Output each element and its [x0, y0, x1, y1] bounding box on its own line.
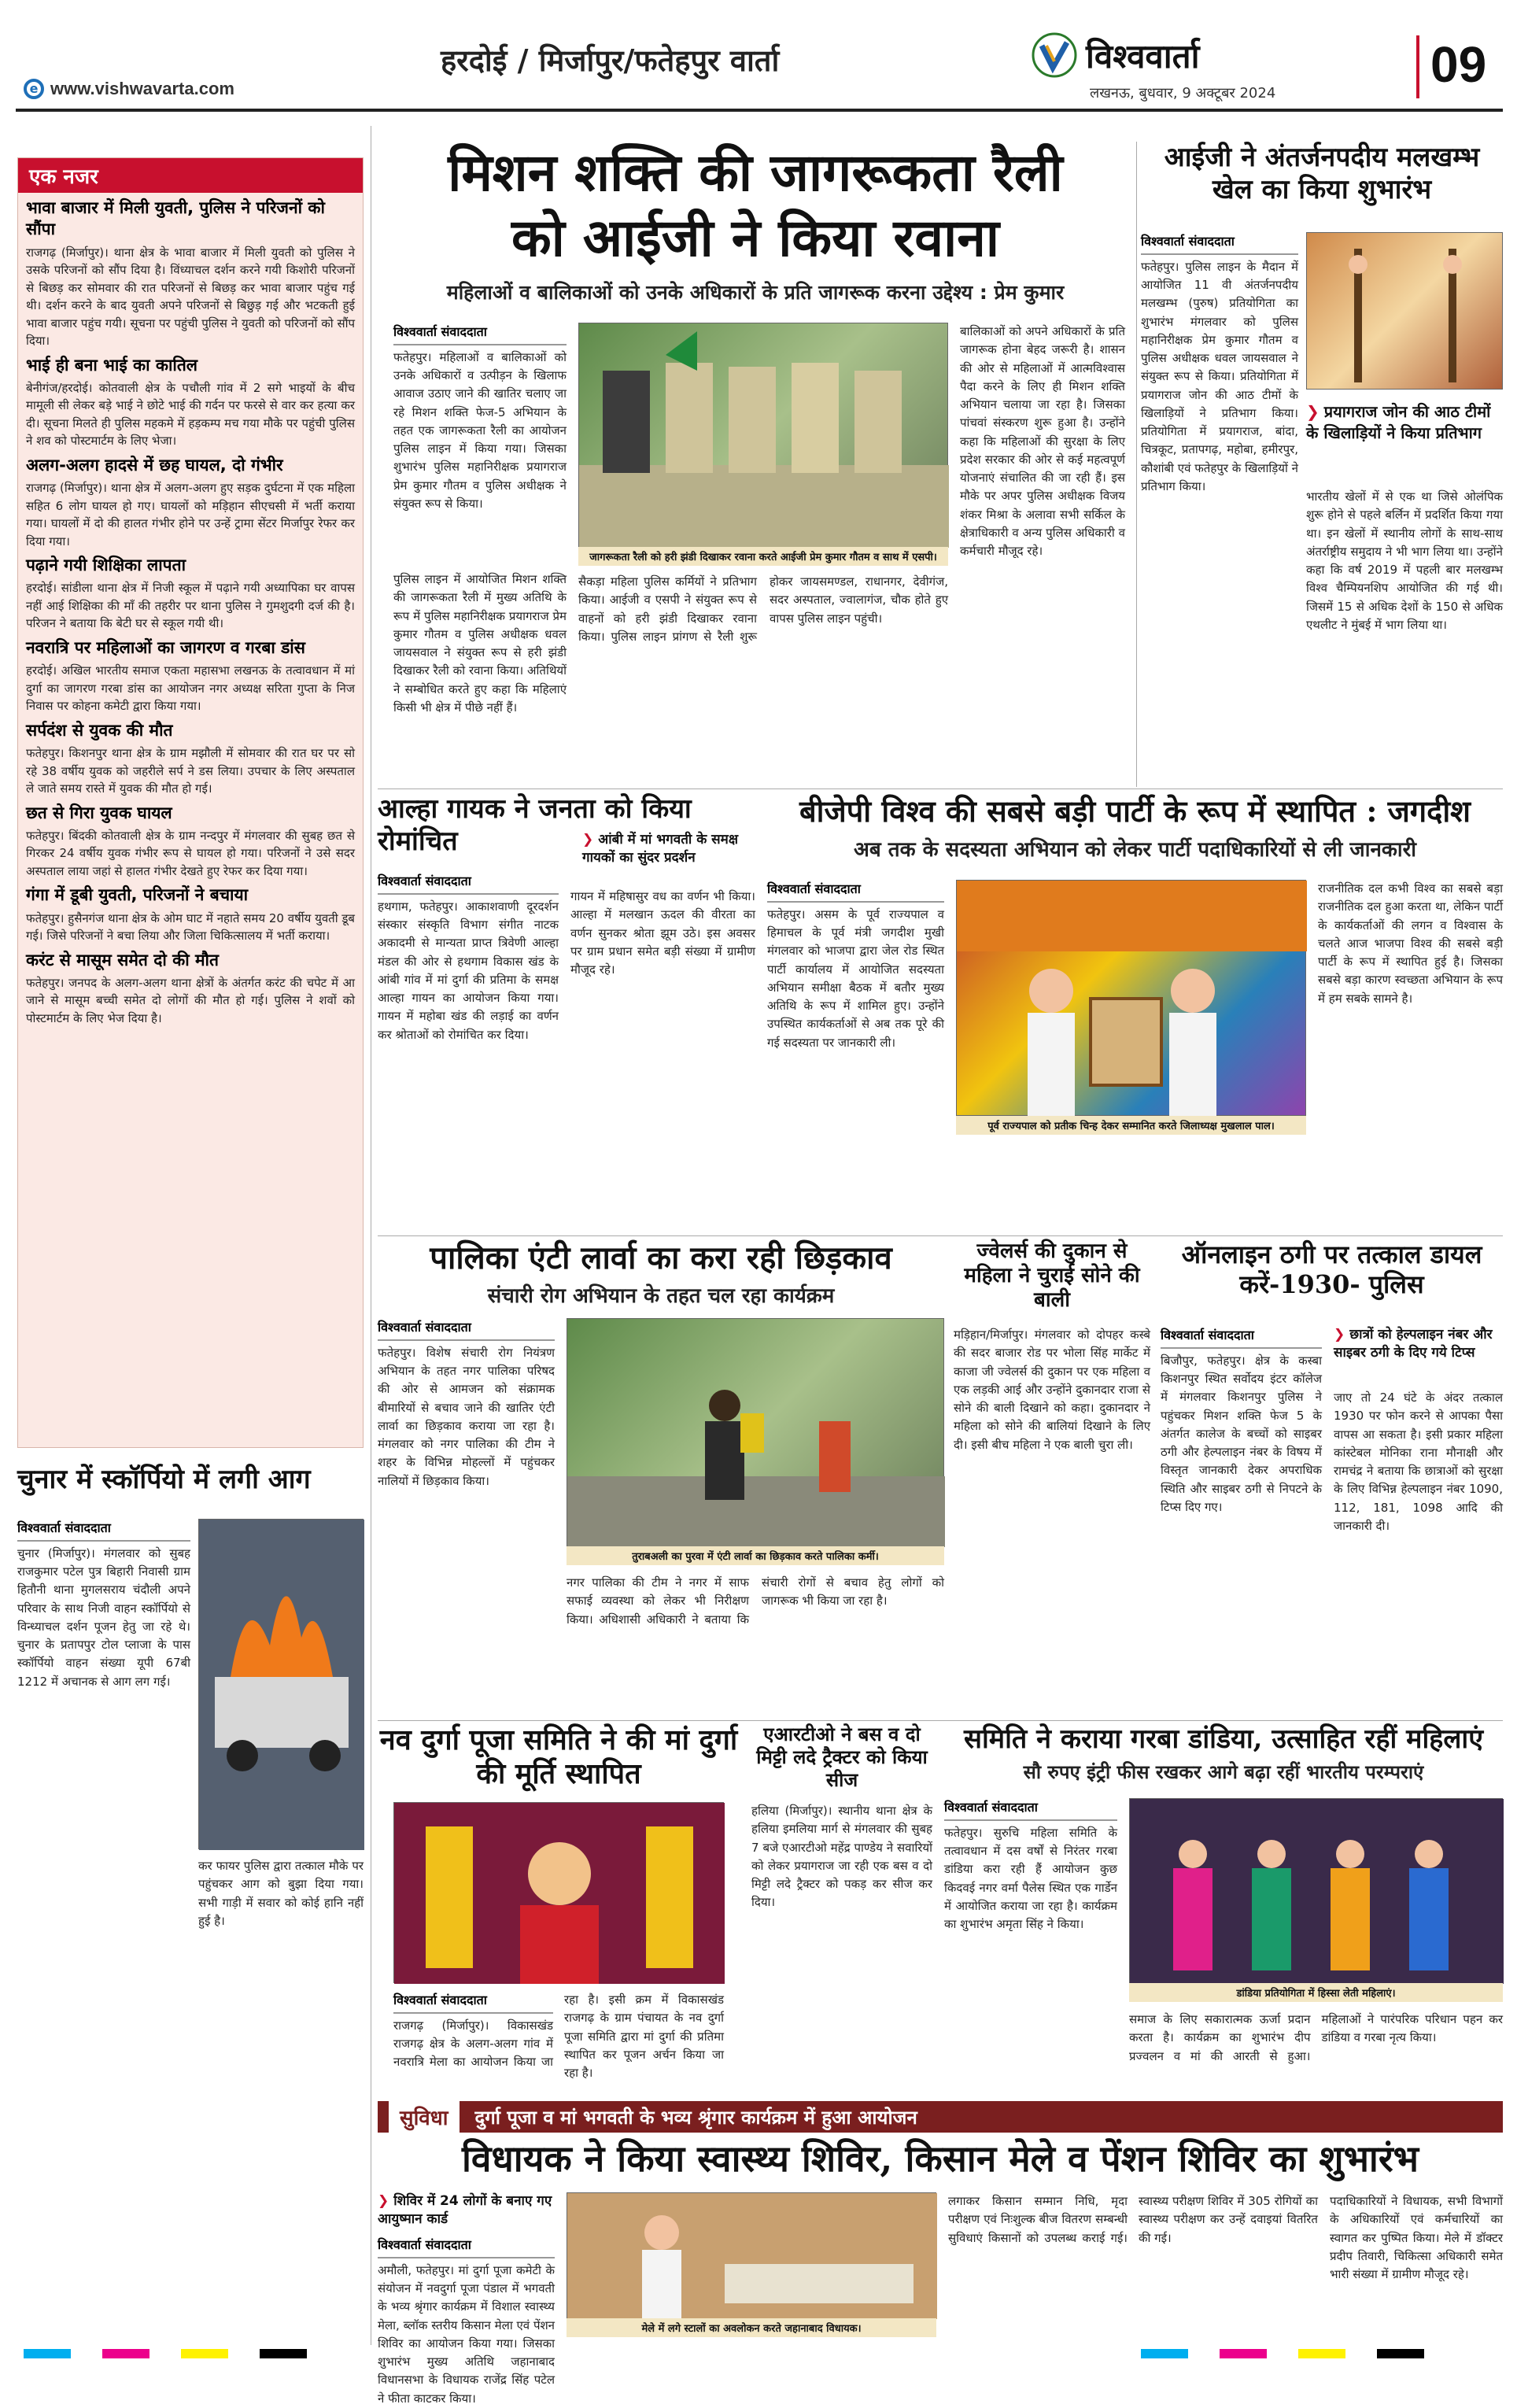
brief-text: हरदोई। सांडीला थाना क्षेत्र में निजी स्कूल में पढ़ाने गयी अध्यापिका घर वापस नहीं आई शिक्षिका की माँ की तहरीर पर थाना पुलिस ने गुमशुदगी दर्ज की है। परिजन ने बताया कि बेटी घर से स्कूल गयी थी।: [26, 581, 355, 631]
larva-photo-art: [567, 1319, 945, 1547]
byline: विश्ववार्ता संवाददाता: [1141, 232, 1298, 255]
ig-pull-quote: [1306, 401, 1503, 444]
ek-nazar-sidebar: [17, 157, 364, 1448]
health-col-2: [948, 2192, 1318, 2342]
lead-subhead: महिलाओं व बालिकाओं को उनके अधिकारों के प्रति जागरूक करना उद्देश्य : प्रेम कुमार: [446, 281, 1065, 305]
bjp-photo: [956, 880, 1306, 1116]
byline: विश्ववार्ता संवाददाता: [17, 1519, 190, 1542]
scorpio-text: चुनार (मिर्जापुर)। मंगलवार को सुबह राजकुमार पटेल पुत्र बिहारी निवासी ग्राम हितौनी थाना मुगलसराय चंदौली अपने परिवार के साथ निजी वाहन स्कॉर्पियो से विन्ध्याचल दर्शन पूजन हेतु जा रहे थे। चुनार के प्रतापपुर टोल प्लाजा के पास स्कॉर्पियो वाहन संख्या यूपी 67बी 1212 में अचानक से आग लग गई।: [17, 1546, 190, 1689]
brief-2: [26, 355, 355, 450]
brand-logo: [1031, 31, 1199, 79]
brief-text: फतेहपुर। बिंदकी कोतवाली क्षेत्र के ग्राम नन्दपुर में मंगलवार की सुबह छत से गिरकर 24 वर्षीय युवक गंभीर रूप से घायल हो गया। परिजनों ने उसे सदर अस्पताल लाया जहां से हालत गंभीर देखते हुए रेफर कर दिया गया।: [26, 828, 355, 878]
ek-nazar-label: एक नजर: [18, 158, 363, 193]
jewel-text: मड़िहान/मिर्जापुर। मंगलवार को दोपहर कस्बे की सदर बाजार रोड पर भोला सिंह मार्केट में काजा जी ज्वेलर्स की दुकान पर एक महिला व एक लड़की आई और उन्होंने दुकानदार राजा से सोने की बाली दिखाने को कहा। दुकानदार ने महिला को सोने की बालियां दिखाने के लिए दी। इसी बीच महिला ने एक बाली चुरा ली।: [954, 1328, 1150, 1452]
brief-3: [26, 455, 355, 550]
divider: [378, 1235, 1503, 1236]
ig-text: फतेहपुर। पुलिस लाइन के मैदान में आयोजित 11 वी अंतर्जनपदीय मलखम्भ (पुरुष) प्रतियोगिता का शुभारंभ मंगलवार को पुलिस महानिरीक्षक प्रेम कुमार गौतम व पुलिस अधीक्षक धवल जायसवाल ने संयुक्त रूप से किया। प्रतियोगिता में प्रयागराज जोन की आठ टीमों के खिलाड़ियों ने प्रतिभाग किया। प्रतियोगिता में प्रयागराज, बांदा, चित्रकूट, प्रतापगढ़, महोबा, हमीरपुर, कौशांबी एवं फतेहपुर के खिलाड़ियों ने प्रतिभाग किया।: [1141, 259, 1298, 493]
brief-7: [26, 803, 355, 881]
lead-col-2: [578, 573, 948, 703]
ig-headline: आईजी ने अंतर्जनपदीय मलखम्भ खेल का किया शुभारंभ: [1164, 142, 1480, 205]
kicker-band: [378, 2101, 1503, 2133]
durga-photo: [393, 1802, 724, 1983]
brief-text: हरदोई। अखिल भारतीय समाज एकता महासभा लखनऊ के तत्वावधान में मां दुर्गा का जागरण गरबा डांस का आयोजन नगर अध्यक्ष सरिता गुप्ता के निज निवास पर कोहना कमेटी द्वारा किया गया।: [26, 663, 355, 714]
byline: विश्ववार्ता संवाददाता: [1161, 1326, 1322, 1349]
online-text-2: जाए तो 24 घंटे के अंदर तत्काल 1930 पर फोन करने से आपका पैसा वापस आ सकता है। इसी प्रकार महिला कांस्टेबल मोनिका राना मौनाक्षी और रामचंद्र ने बताया कि छात्राओं को सुरक्षा के लिए विभिन्न हेल्पलाइन नंबर 1090, 112, 181, 1098 आदि की जानकारी दी।: [1334, 1391, 1503, 1533]
header-rule: [16, 109, 1503, 112]
health-photo-art: [567, 2193, 937, 2319]
byline: विश्ववार्ता संवाददाता: [393, 323, 567, 345]
jewel-headline: ज्वेलर्स की दुकान से महिला ने चुराई सोने की बाली: [964, 1239, 1140, 1313]
scorpio-col-2: [198, 1857, 364, 2266]
brief-title: सर्पदंश से युवक की मौत: [26, 720, 173, 740]
brief-title: पढ़ाने गयी शिक्षिका लापता: [26, 556, 186, 575]
divider: [1136, 142, 1137, 787]
alha-col-1: [378, 872, 559, 1226]
garba-text-2: समाज के लिए सकारात्मक ऊर्जा प्रदान करता है। कार्यक्रम का शुभारंभ दीप प्रज्वलन व मां की आरती से हुआ। महिलाओं ने पारंपरिक परिधान पहन कर डांडिया व गरबा नृत्य किया।: [1129, 2012, 1503, 2063]
byline: विश्ववार्ता संवाददाता: [378, 1318, 555, 1341]
bjp-headline: बीजेपी विश्व की सबसे बड़ी पार्टी के रूप में स्थापित : जगदीश: [799, 793, 1471, 829]
alha-col-2: [570, 888, 755, 1226]
alha-pull-quote: [582, 831, 755, 867]
health-text-3: पदाधिकारियों ने विधायक, सभी विभागों के अधिकारियों एवं कर्मचारियों का स्वागत कर पुष्पित किया। मेले में डॉक्टर प्रदीप तिवारी, चिकित्सा अधिकारी समेत भारी संख्या में ग्रामीण मौजूद रहे।: [1330, 2194, 1503, 2281]
brief-title: भावा बाजार में मिली युवती, पुलिस ने परिजनों को सौंपा: [26, 198, 325, 239]
brief-title: करंट से मासूम समेत दो की मौत: [26, 950, 219, 969]
lead-photo-caption: जागरूकता रैली को हरी झंडी दिखाकर रवाना करते आईजी प्रेम कुमार गौतम व साथ में एसपी।: [578, 547, 948, 566]
online-fraud-story: [1161, 1239, 1503, 1719]
lead-text-1b: पुलिस लाइन में आयोजित मिशन शक्ति की जागरूकता रैली में मुख्य अतिथि के रूप में पुलिस महानिरीक्षक प्रयागराज प्रेम कुमार गौतम व पुलिस अधीक्षक धवल जायसवाल ने संयुक्त रूप से हरी झंडी दिखाकर रैली को रवाना किया। अतिथियों ने सम्बोधित करते हुए कहा कि महिलाएं किसी भी क्षेत्र में पीछे नहीं हैं।: [393, 572, 567, 715]
byline: विश्ववार्ता संवाददाता: [393, 1991, 553, 2014]
lead-col-3: [960, 323, 1125, 700]
brand-name: विश्ववार्ता: [1086, 36, 1200, 76]
byline: विश्ववार्ता संवाददाता: [378, 2236, 555, 2258]
larva-text: फतेहपुर। विशेष संचारी रोग नियंत्रण अभियान के तहत नगर पालिका परिषद की ओर से आमजन को संक्रामक बीमारियों से बचाव जाने की खातिर एंटी लार्वा का छिड़काव कराया जा रहा है। मंगलवार को नगर पालिका की टीम ने शहर के विभिन्न मोहल्लों में पहुंचकर नालियों में छिड़काव किया।: [378, 1345, 555, 1488]
brief-1: [26, 198, 355, 350]
health-headline: विधायक ने किया स्वास्थ्य शिविर, किसान मेले व पेंशन शिविर का शुभारंभ: [462, 2137, 1419, 2180]
durga-story: [378, 1723, 740, 2093]
byline: विश्ववार्ता संवाददाता: [767, 880, 944, 903]
health-photo: [567, 2192, 936, 2318]
larva-story: [378, 1239, 944, 1719]
brief-title: भाई ही बना भाई का कातिल: [26, 355, 198, 375]
lead-headline-1: मिशन शक्ति की जागरूकता रैली: [448, 142, 1063, 203]
bjp-photo-caption: पूर्व राज्यपाल को प्रतीक चिन्ह देकर सम्मानित करते जिलाध्यक्ष मुखलाल पाल।: [956, 1116, 1306, 1135]
garba-headline: समिति ने कराया गरबा डांडिया, उत्साहित रहीं महिलाएं: [963, 1723, 1483, 1755]
ig-text-2: भारतीय खेलों में से एक था जिसे ओलंपिक शुरू होने से पहले बर्लिन में प्रदर्शित किया गया था। इन खेलों में स्थानीय लोगों के साथ-साथ अंतर्राष्ट्रीय समुदाय ने भी भाग लिया था। उन्होंने कहा कि वर्ष 2019 में पहली बार मलखम्भ विश्व चैम्पियनशिप आयोजित की गई थी। जिसमें 15 से अधिक देशों के 150 से अधिक एथलीट ने मुंबई में भाग लिया था।: [1306, 489, 1503, 632]
brief-5: [26, 637, 355, 715]
scorpio-story: [17, 1464, 364, 2274]
garba-photo-caption: डांडिया प्रतियोगिता में हिस्सा लेती महिलाएं।: [1129, 1983, 1503, 2002]
alha-story: [378, 793, 755, 1234]
health-photo-caption: मेले में लगे स्टालों का अवलोकन करते जहानाबाद विधायक।: [567, 2318, 936, 2337]
alha-text: हथगाम, फतेहपुर। आकाशवाणी दूरदर्शन संस्कार संस्कृति विभाग संगीत नाटक अकादमी से मान्यता प्राप्त त्रिवेणी आल्हा मंडल की ओर से हथगाम विकास खंड के आंबी गांव में मां दुर्गा की प्रतिमा के समक्ष आल्हा गायन का आयोजन किया गया। गायन में महोबा खंड की लड़ाई का वर्णन कर श्रोताओं को रोमांचित कर दिया।: [378, 899, 559, 1042]
ig-quote-text: प्रयागराज जोन की आठ टीमों के खिलाड़ियों ने किया प्रतिभाग: [1306, 402, 1491, 442]
brief-text: फतेहपुर। किशनपुर थाना क्षेत्र के ग्राम मझौली में सोमवार की रात घर पर सो रहे 38 वर्षीय युवक को जहरीले सर्प ने डस लिया। उपचार के लिए अस्पताल ले जाते समय रास्ते में युवक की मौत हो गई।: [26, 746, 355, 796]
larva-text-2: नगर पालिका की टीम ने नगर में साफ सफाई व्यवस्था को लेकर भी निरीक्षण किया। अधिशासी अधिकारी ने बताया कि संचारी रोगों से बचाव हेतु लोगों को जागरूक भी किया जा रहा है।: [567, 1575, 944, 1627]
online-text: बिजौपुर, फतेहपुर। क्षेत्र के कस्बा किशनपुर स्थित सर्वोदय इंटर कॉलेज में मंगलवार किशनपुर पुलिस ने पहुंचकर मिशन शक्ति फेज 5 के अंतर्गत कालेज के बच्चों को साइबर ठगी और हेल्पलाइन नंबर के विषय में विस्तृत जानकारी देकर अपराधिक स्थिति और साइबर ठगी से निपटने के टिप्स दिए गए।: [1161, 1353, 1322, 1514]
lead-text-3: बालिकाओं को अपने अधिकारों के प्रति जागरूक होना बेहद जरूरी है। शासन की ओर से महिलाओं में आत्मविश्वास पैदा करने के लिए ही मिशन शक्ति अभियान चलाया जा रहा है। जिसका पांचवां संस्करण शुरू हुआ है। उन्होंने कहा कि महिलाओं की सुरक्षा के लिए प्रदेश सरकार की ओर से कई महत्वपूर्ण योजनाएं संचालित की जा रही हैं। इस मौके पर अपर पुलिस अधीक्षक विजय शंकर मिश्रा के अलावा सभी सर्किल के क्षेत्राधिकारी व अन्य पुलिस अधिकारी व कर्मचारी मौजूद रहे।: [960, 324, 1125, 558]
durga-text: राजगढ़ (मिर्जापुर)। विकासखंड राजगढ़ क्षेत्र के अलग-अलग गांव में नवरात्रि मेला का आयोजन किया जा रहा है। इसी क्रम में विकासखंड राजगढ़ के ग्राम पंचायत के नव दुर्गा पूजा समिति द्वारा मां दुर्गा की प्रतिमा स्थापित कर पूजन अर्चन किया जा रहा है।: [393, 1993, 724, 2080]
health-col-1: [378, 2236, 555, 2406]
online-col-2: [1334, 1389, 1503, 1712]
chevron-icon: ❯: [1306, 402, 1320, 421]
lead-text-2: सैकड़ा महिला पुलिस कर्मियों ने प्रतिभाग किया। आईजी व एसपी ने संयुक्त रूप से वाहनों को हरी झंडी दिखाकर रवाना किया। पुलिस लाइन प्रांगण से रैली शुरू होकर जायसमण्डल, राधानगर, देवीगंज, सदर अस्पताल, ज्वालागंज, चौक होते हुए वापस पुलिस लाइन पहुंची।: [578, 574, 948, 644]
car-fire-photo-art: [199, 1520, 364, 1850]
arto-story: [751, 1723, 932, 2093]
garba-photo: [1129, 1798, 1503, 1983]
byline: विश्ववार्ता संवाददाता: [378, 872, 559, 895]
lead-photo: [578, 323, 948, 547]
arto-headline: एआरटीओ ने बस व दो मिट्टी लदे ट्रैक्टर को किया सीज: [756, 1723, 928, 1791]
alha-quote-text: आंबी में मां भगवती के समक्ष गायकों का सुंदर प्रदर्शन: [582, 832, 739, 866]
brief-text: राजगढ़ (मिर्जापुर)। थाना क्षेत्र में अलग-अलग हुए सड़क दुर्घटना में एक महिला सहित 6 लोग घायल हो गए। घायलों को मड़िहान सीएचसी में भर्ती कराया गया। घायलों में दो की हालत गंभीर होने पर उन्हें ट्रामा सेंटर मिर्जापुर रेफर कर दिया गया।: [26, 481, 355, 548]
brief-title: गंगा में डूबी युवती, परिजनों ने बचाया: [26, 885, 249, 905]
brief-4: [26, 555, 355, 633]
lead-text-1: फतेहपुर। महिलाओं व बालिकाओं को उनके अधिकारों व उत्पीड़न के खिलाफ आवाज उठाए जाने की खातिर चलाए जा रहे मिशन शक्ति फेज-5 अभियान के तहत एक जागरूकता रैली का आयोजन पुलिस लाइन में किया गया। जिसका शुभारंभ पुलिस महानिरीक्षक प्रयागराज प्रेम कुमार गौतम व पुलिस अधीक्षक ने संयुक्त रूप से किया।: [393, 349, 567, 511]
brief-text: बेनीगंज/हरदोई। कोतवाली क्षेत्र के पचौली गांव में 2 सगे भाइयों के बीच मामूली सी लेकर बड़े भाई ने छोटे भाई की गर्दन पर फरसे से वार कर हत्या कर दी। सूचना मिलते ही पुलिस महकमे में हड़कम्प मच गया मौके पर पहुंची पुलिस ने शव को पोस्टमार्टम के लिए भेजा।: [26, 380, 355, 449]
arto-col: [751, 1802, 932, 2089]
garba-subhead: सौ रुपए इंट्री फीस रखकर आगे बढ़ा रहीं भारतीय परम्पराएं: [1023, 1760, 1424, 1783]
garba-story: [944, 1723, 1503, 2093]
ig-malkhamb-story: [1141, 142, 1503, 787]
larva-photo-caption: तुराबअली का पुरवा में एंटी लार्वा का छिड़काव करते पालिका कर्मी।: [567, 1546, 944, 1565]
page-number: 09: [1430, 36, 1487, 93]
scorpio-photo: [198, 1519, 364, 1849]
bjp-text: फतेहपुर। असम के पूर्व राज्यपाल व हिमाचल के पूर्व मंत्री जगदीश मुखी मंगलवार को भाजपा द्वारा जेल रोड स्थित पार्टी कार्यालय में आयोजित सदस्यता अभियान समीक्षा बैठक में बतौर मुख्य अतिथि के रूप में शामिल हुए। उन्होंने उपस्थित कार्यकर्ताओं से अब तक पूरे की गई सदस्यता पर जानकारी ली।: [767, 907, 944, 1050]
larva-headline: पालिका एंटी लार्वा का करा रही छिड़काव: [430, 1239, 892, 1276]
bjp-subhead: अब तक के सदस्यता अभियान को लेकर पार्टी पदाधिकारियों से ली जानकारी: [854, 837, 1416, 862]
durga-col: [393, 1991, 724, 2089]
health-text-2: लगाकर किसान सम्मान निधि, मृदा परीक्षण एवं निःशुल्क बीज वितरण सम्बन्धी सुविधाएं किसानों को उपलब्ध कराई गई। स्वास्थ्य परीक्षण शिविर में 305 रोगियों का स्वास्थ्य परीक्षण कर उन्हें दवाइयां वितरित की गई।: [948, 2194, 1318, 2245]
lead-col-1: [393, 323, 567, 559]
section-title: हरदोई / मिर्जापुर/फतेहपुर वार्ता: [441, 42, 780, 78]
bjp-photo-art: [957, 881, 1307, 1117]
website-url[interactable]: www.vishwavarta.com: [50, 79, 234, 98]
website-line: [24, 79, 234, 99]
lead-col-1b: [393, 571, 567, 715]
health-col-3: [1330, 2192, 1503, 2342]
brief-text: फतेहपुर। जनपद के अलग-अलग थाना क्षेत्रों के अंतर्गत करंट की चपेट में आ जाने से मासूम बच्ची समेत दो लोगों की मौत हो गई। पुलिस ने शवों को पोस्टमार्टम के लिए भेज दिया है।: [26, 975, 355, 1025]
brief-title: छत से गिरा युवक घायल: [26, 803, 172, 822]
alha-text-2: गायन में महिषासुर वध का वर्णन भी किया। आल्हा में मलखान ऊदल की वीरता का वर्णन सुनकर श्रोता झूम उठे। इस अवसर पर ग्राम प्रधान समेत बड़ी संख्या में ग्रामीण मौजूद रहे।: [570, 889, 755, 977]
online-col-1: [1161, 1326, 1322, 1712]
bjp-text-2: राजनीतिक दल कभी विश्व का सबसे बड़ा राजनीतिक दल हुआ करता था, लेकिन पार्टी के कार्यकर्ताओं की लगन व विश्वास के चलते आज भाजपा विश्व की सबसे बड़ी पार्टी के रूप में स्थापित हुई है। जिसका सबसे बड़ा कारण स्वच्छता अभियान के रूप में हम सबके सामने है।: [1318, 881, 1503, 1006]
brief-title: अलग-अलग हादसे में छह घायल, दो गंभीर: [26, 455, 283, 475]
health-story: [378, 2137, 1503, 2406]
garba-photo-art: [1130, 1799, 1504, 1984]
scorpio-text-2: कर फायर पुलिस द्वारा तत्काल मौके पर पहुंचकर आग को बुझा दिया गया। सभी गाड़ी में सवार को कोई हानि नहीं हुई है।: [198, 1859, 364, 1928]
brief-9: [26, 950, 355, 1028]
print-color-bar-left: [24, 2349, 307, 2358]
brief-text: फतेहपुर। हुसैनगंज थाना क्षेत्र के ओम घाट में नहाते समय 20 वर्षीय युवती डूब गई। जिसे परिजनों ने बचा लिया और जिला चिकित्सालय में भर्ती कराया।: [26, 910, 355, 944]
larva-col-2: [567, 1574, 944, 1712]
online-pull-quote: [1334, 1326, 1503, 1362]
dateline: लखनऊ, बुधवार, 9 अक्टूबर 2024: [1090, 85, 1276, 102]
chevron-icon: ❯: [378, 2193, 389, 2209]
alha-headline: आल्हा गायक ने जनता को किया रोमांचित: [378, 793, 692, 857]
garba-col-2: [1129, 2011, 1503, 2089]
chevron-icon: ❯: [582, 832, 594, 848]
health-text: अमौली, फतेहपुर। मां दुर्गा पूजा कमेटी के संयोजन में नवदुर्गा पूजा पंडाल में भगवती के भव्य श्रृंगार कार्यक्रम में विशाल स्वास्थ्य मेला, ब्लॉक स्तरीय किसान मेला एवं पेंशन शिविर का आयोजन किया गया। जिसका शुभारंभ मुख्य अतिथि जहानाबाद विधानसभा के विधायक राजेंद्र सिंह पटेल ने फीता काटकर किया।: [378, 2262, 555, 2406]
malkhamb-photo-art: [1307, 233, 1504, 390]
online-headline: ऑनलाइन ठगी पर तत्काल डायल करें-1930- पुलिस: [1181, 1239, 1482, 1300]
bjp-story: [767, 793, 1503, 1234]
lead-story: [378, 142, 1133, 787]
arto-text: हलिया (मिर्जापुर)। स्थानीय थाना क्षेत्र के हलिया इमलिया मार्ग से मंगलवार की सुबह 7 बजे एआरटीओ महेंद्र पाण्डेय ने सवारियों को लेकर प्रयागराज जा रही एक बस व दो मिट्टी लदे ट्रैक्टर को पकड़ कर सीज कर दिया।: [751, 1804, 932, 1910]
print-color-bar-right: [1141, 2349, 1424, 2358]
rally-photo-art: [579, 323, 949, 548]
durga-headline: नव दुर्गा पूजा समिति ने की मां दुर्गा की मूर्ति स्थापित: [379, 1723, 738, 1791]
health-quote-text: शिविर में 24 लोगों के बनाए गए आयुष्मान कार्ड: [378, 2193, 552, 2227]
larva-col-1: [378, 1318, 555, 1712]
masthead: [0, 0, 1517, 110]
chevron-icon: ❯: [1334, 1327, 1345, 1342]
health-pull-quote: [378, 2192, 555, 2229]
kicker-text: दुर्गा पूजा व मां भगवती के भव्य श्रृंगार कार्यक्रम में हुआ आयोजन: [474, 2106, 917, 2129]
durga-photo-art: [394, 1803, 725, 1984]
brand-logo-icon: [1031, 31, 1078, 79]
brief-text: राजगढ़ (मिर्जापुर)। थाना क्षेत्र के भावा बाजार में मिली युवती को पुलिस ने उसके परिजनों को सौंप दिया है। विंध्याचल दर्शन करने गयी किशोरी परिजनों से बिछड़ कर सोमवार की रात परिजनों से बिछड़ कर भावा बाजार पहुंच गई थी। दर्शन करने के बाद युवती अपने परिजनों से बिछुड़ गई और भटकती हुई भावा बाजार पहुंच गयी। सूचना पर पहुंची पुलिस ने युवती को परिजनों को सौंप दिया।: [26, 245, 355, 349]
brief-title: नवरात्रि पर महिलाओं का जागरण व गरबा डांस: [26, 637, 305, 657]
garba-text: फतेहपुर। सुरुचि महिला समिति के तत्वावधान में दस वर्षों से निरंतर गरबा डांडिया करा रही हैं आयोजन कुछ किदवई नगर वर्मा पैलेस स्थित एक गार्डेन में आयोजित कराया जा रहा है। कार्यक्रम का शुभारंभ अमृता सिंह ने किया।: [944, 1825, 1117, 1932]
scorpio-col-1: [17, 1519, 190, 2266]
jewel-col: [954, 1326, 1150, 1712]
bjp-col-1: [767, 880, 944, 1108]
ig-col-1: [1141, 232, 1298, 578]
brief-6: [26, 720, 355, 798]
larva-photo: [567, 1318, 944, 1546]
ie-icon: e: [24, 79, 44, 99]
garba-col-1: [944, 1798, 1117, 2089]
kicker-tag: सुविधा: [389, 2101, 460, 2133]
ig-col-2: [1306, 488, 1503, 740]
ig-photo: [1306, 232, 1503, 390]
divider: [378, 1720, 1503, 1721]
page-number-box: [1416, 35, 1503, 98]
jewel-story: [954, 1239, 1150, 1719]
bjp-col-3: [1318, 880, 1503, 1139]
brief-8: [26, 885, 355, 944]
lead-headline-2: को आईजी ने किया रवाना: [511, 207, 999, 269]
larva-subhead: संचारी रोग अभियान के तहत चल रहा कार्यक्रम: [487, 1284, 835, 1308]
byline: विश्ववार्ता संवाददाता: [944, 1798, 1117, 1821]
scorpio-headline: चुनार में स्कॉर्पियो में लगी आग: [17, 1464, 311, 1495]
online-quote-text: छात्रों को हेल्पलाइन नंबर और साइबर ठगी के दिए गये टिप्स: [1334, 1327, 1493, 1361]
